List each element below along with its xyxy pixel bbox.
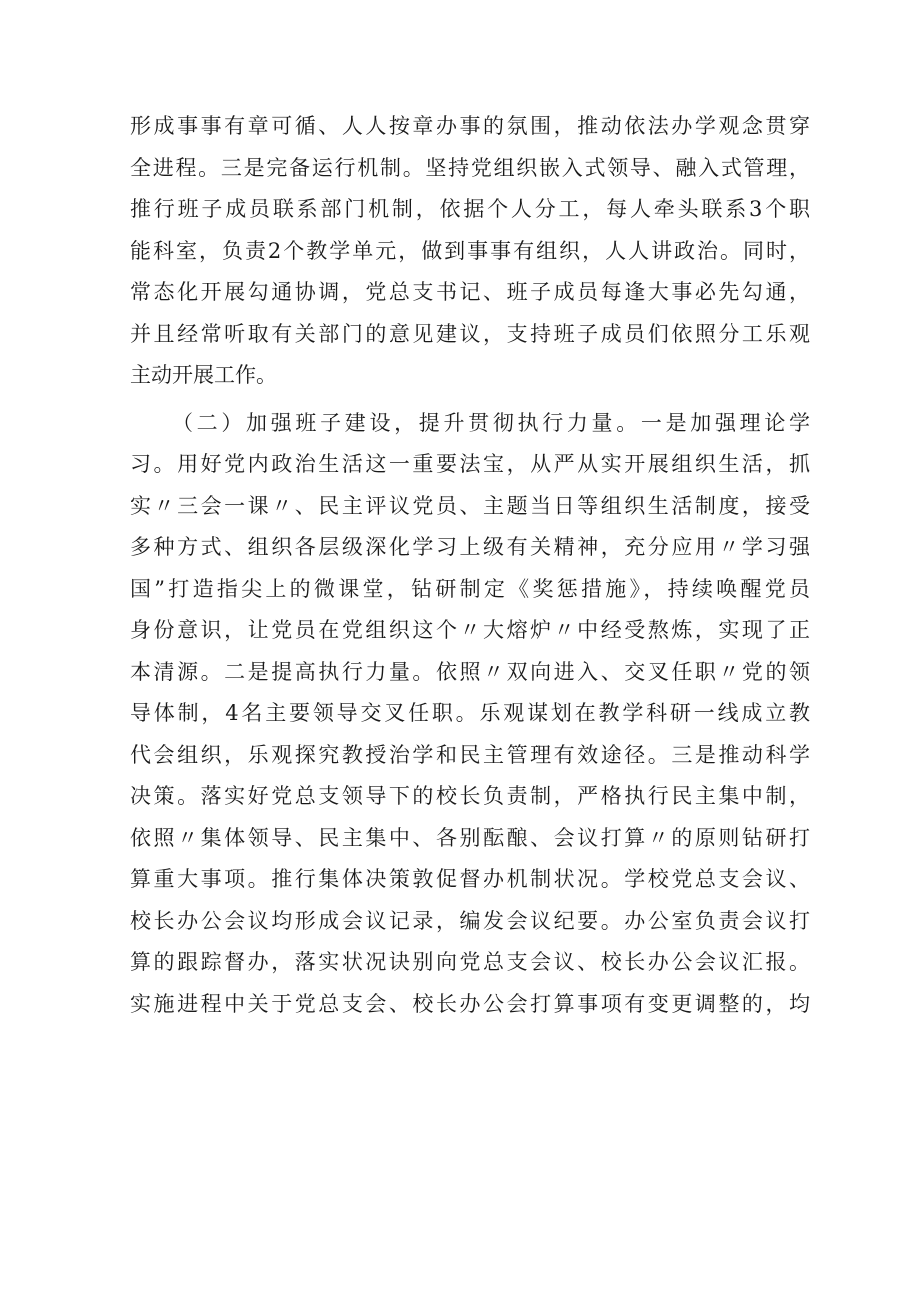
text-line: 导体制，4名主要领导交叉任职。乐观谋划在教学科研一线成立教 <box>130 701 810 725</box>
text-line: 依照〃集体领导、民主集中、各别酝酿、会议打算〃的原则钻研打 <box>130 825 810 850</box>
text-line: 算重大事项。推行集体决策敦促督办机制状况。学校党总支会议、 <box>130 867 810 891</box>
text-line: 实〃三会一课〃、民主评议党员、主题当日等组织生活制度，接受 <box>130 493 810 518</box>
text-line: 国”打造指尖上的微课堂，钻研制定《奖惩措施》，持续唤醒党员 <box>130 576 810 601</box>
text-line: 常态化开展勾通协调，党总支书记、班子成员每逢大事必先勾通， <box>130 280 810 304</box>
text-line: 代会组织，乐观探究教授治学和民主管理有效途径。三是推动科学 <box>130 742 810 767</box>
text-line: 校长办公会议均形成会议记录，编发会议纪要。办公室负责会议打 <box>130 908 810 933</box>
text-line: 习。用好党内政治生活这一重要法宝，从严从实开展组织生活，抓 <box>130 452 810 476</box>
text-line: 多种方式、组织各层级深化学习上级有关精神，充分应用〃学习强 <box>130 535 810 559</box>
text-line: 本清源。二是提高执行力量。依照〃双向进入、交叉任职〃党的领 <box>130 659 810 684</box>
text-line: 能科室，负责2个教学单元，做到事事有组织，人人讲政治。同时， <box>130 238 810 263</box>
text-line: 推行班子成员联系部门机制，依据个人分工，每人牵头联系3个职 <box>130 197 810 221</box>
text-line: 身份意识，让党员在党组织这个〃大熔炉〃中经受熬炼，实现了正 <box>130 618 810 642</box>
text-line: 全进程。三是完备运行机制。坚持党组织嵌入式领导、融入式管理， <box>130 155 810 180</box>
document-body <box>130 106 810 1025</box>
text-line: 实施进程中关于党总支会、校长办公会打算事项有变更调整的，均 <box>130 991 810 1016</box>
text-line: 并且经常听取有关部门的意见建议，支持班子成员们依照分工乐观 <box>130 321 810 346</box>
text-line: 形成事事有章可循、人人按章办事的氛围，推动依法办学观念贯穿 <box>130 114 810 138</box>
paragraph-2 <box>130 403 810 1026</box>
text-line: 主动开展工作。 <box>130 363 277 387</box>
paragraph-1 <box>130 106 810 397</box>
text-line: （二）加强班子建设，提升贯彻执行力量。一是加强理论学 <box>172 410 810 435</box>
text-line: 决策。落实好党总支领导下的校长负责制，严格执行民主集中制， <box>130 784 810 808</box>
text-line: 算的跟踪督办，落实状况诀别向党总支会议、校长办公会议汇报。 <box>130 950 810 974</box>
